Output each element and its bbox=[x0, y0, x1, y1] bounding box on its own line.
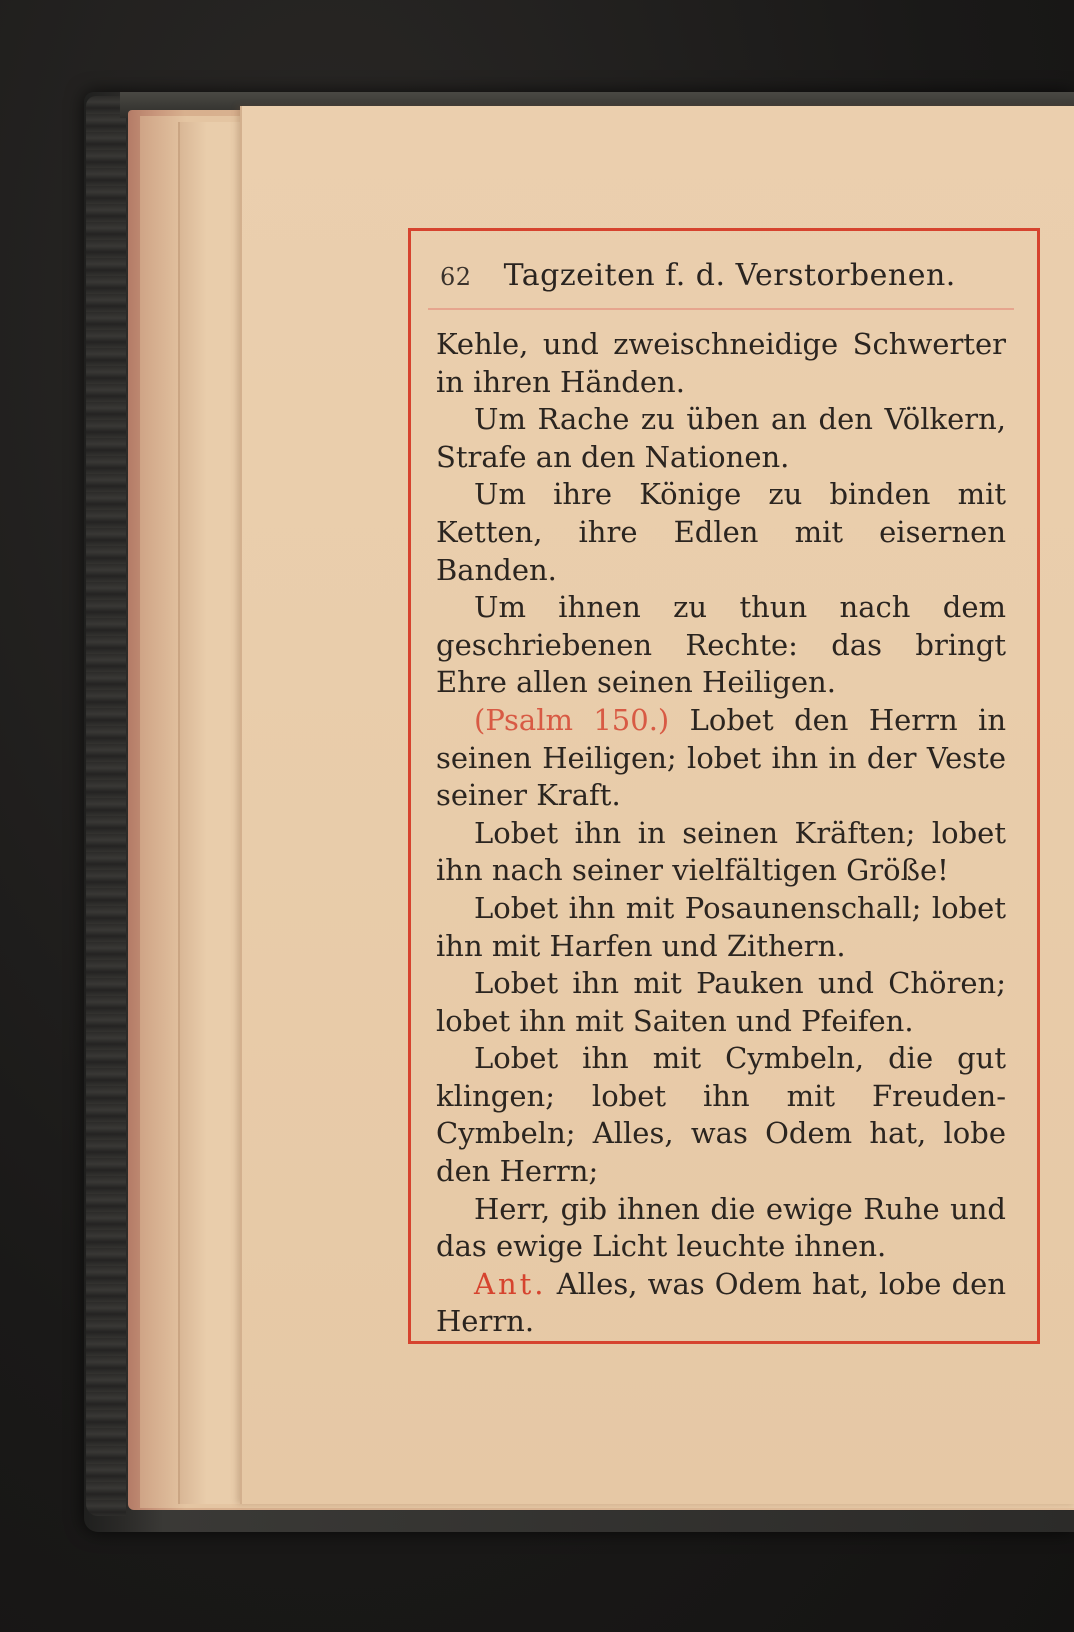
antiphon-rubric: Ant. bbox=[474, 1266, 547, 1301]
header-rule bbox=[428, 308, 1014, 310]
verse-paragraph bbox=[436, 326, 1006, 401]
verse-text: Lobet ihn mit Posaunenschall; lobet ihn mit Harfen und Zithern. bbox=[436, 890, 1006, 963]
verse-text: Lobet den Herrn in seinen Heiligen; lobet ihn in der Veste seiner Kraft. bbox=[436, 702, 1006, 813]
verse-text: Lobet ihn in seinen Kräften; lobet ihn nach seiner vielfältigen Größe! bbox=[436, 815, 1006, 888]
verse-paragraph bbox=[436, 401, 1006, 476]
body-text bbox=[436, 326, 1006, 1341]
verse-paragraph bbox=[436, 476, 1006, 589]
psalm-rubric: (Psalm 150.) bbox=[474, 702, 670, 737]
verse-paragraph bbox=[436, 890, 1006, 965]
verse-text: Um ihre Könige zu binden mit Ketten, ihre Edlen mit eisernen Banden. bbox=[436, 477, 1006, 587]
verse-paragraph bbox=[436, 815, 1006, 890]
book-spine-edge bbox=[86, 96, 126, 1516]
verse-text: Um ihnen zu thun nach dem geschriebenen Rechte: das bringt Ehre allen seinen Heiligen. bbox=[436, 590, 1006, 700]
verse-paragraph bbox=[436, 1040, 1006, 1190]
verse-paragraph bbox=[436, 589, 1006, 702]
verse-paragraph bbox=[436, 702, 1006, 815]
verse-text: Um Rache zu üben an den Völkern, Strafe an den Nationen. bbox=[436, 402, 1006, 474]
verse-paragraph bbox=[436, 965, 1006, 1040]
verse-text: Alles, was Odem hat, lobe den Herrn. bbox=[436, 1266, 1007, 1339]
page-number: 62 bbox=[440, 263, 472, 291]
verse-text: Kehle, und zweischneidige Schwerter in ihren Händen. bbox=[436, 327, 1006, 399]
running-title: Tagzeiten f. d. Verstorbenen. bbox=[503, 258, 956, 293]
verse-text: Lobet ihn mit Pauken und Chören; lobet ihn mit Saiten und Pfeifen. bbox=[436, 966, 1006, 1038]
verse-paragraph bbox=[436, 1266, 1006, 1341]
page-header bbox=[440, 258, 1010, 298]
verse-text: Lobet ihn mit Cymbeln, die gut klingen; lobet ihn mit Freuden-Cymbeln; Alles, was Odem hat, lobe den Herrn; bbox=[436, 1041, 1006, 1189]
verse-text: Herr, gib ihnen die ewige Ruhe und das ewige Licht leuchte ihnen. bbox=[436, 1191, 1006, 1264]
verse-paragraph bbox=[436, 1191, 1006, 1266]
